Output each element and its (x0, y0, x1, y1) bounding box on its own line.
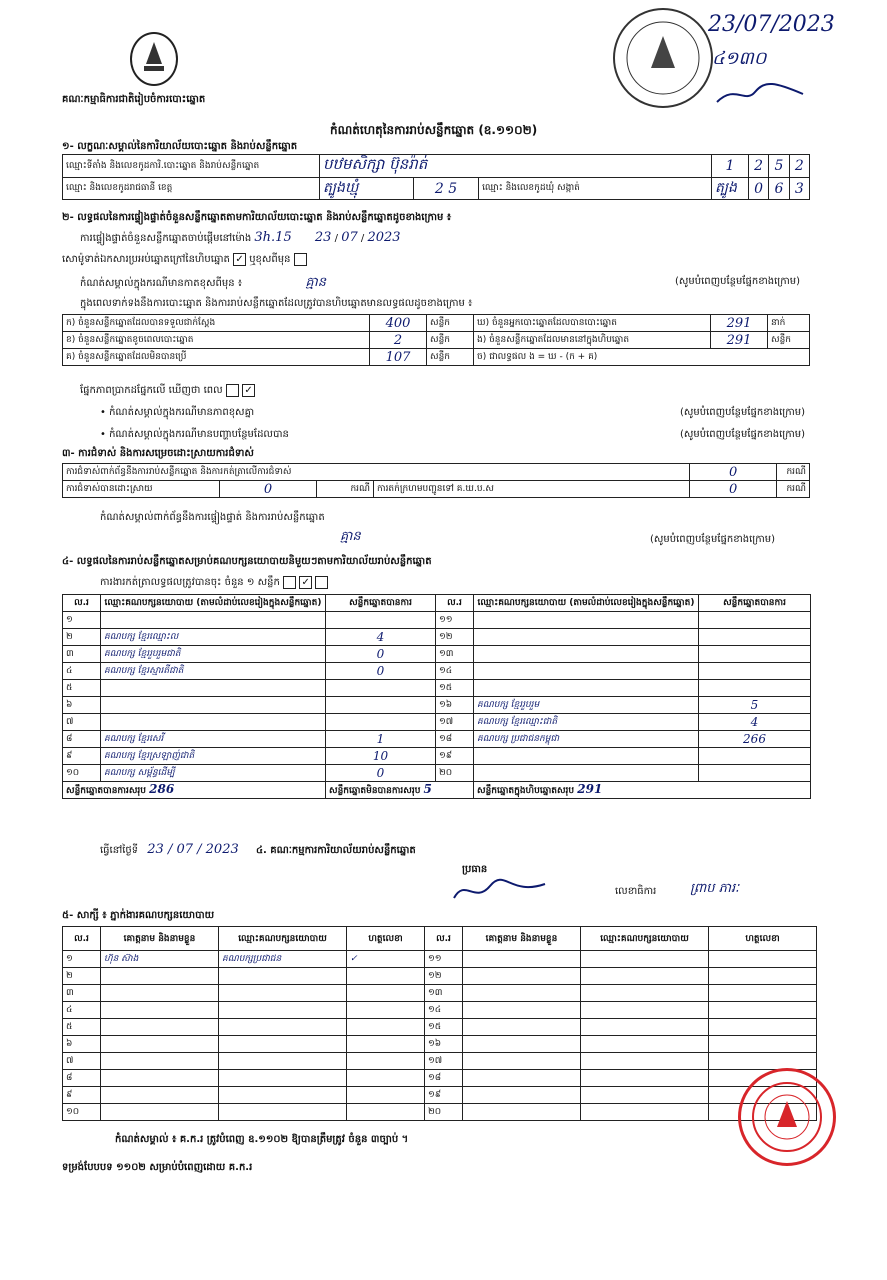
footer-note: កំណត់សម្គាល់ ៖ គ.ក.រ ត្រូវបំពេញ ឧ.១១០២ ឱ្យបានត្រឹមត្រូវ ចំនួន ៣ច្បាប់ ។ (115, 1134, 409, 1145)
commune-label: ឈ្មោះ និងលេខកូដឃុំ សង្កាត់ (479, 178, 712, 200)
table-row: ៧ ១៧ (63, 1053, 817, 1070)
count-table (62, 314, 810, 366)
section1-heading: ១- លក្ខណៈសម្គាល់នៃការិយាល័យបោះឆ្នោត និងរាប់សន្លឹកឆ្នោត (62, 141, 298, 152)
table-row: ១០ គណបក្ស សម្ព័ន្ធដើម្បី 0 ២០ (63, 765, 811, 782)
table-row: ៣ ១៣ (63, 985, 817, 1002)
emblem-icon (130, 32, 178, 86)
location-label: ឈ្មោះទីតាំង និងលេខកូដការិ.បោះឆ្នោត និងរាប់សន្លឹកឆ្នោត (63, 155, 320, 178)
complaint-r3-value: 0 (690, 481, 777, 498)
count-d-value: 291 (711, 315, 768, 332)
seal-ok-checkbox[interactable]: ✓ (233, 253, 246, 266)
commune-code: 3 (789, 178, 809, 200)
table-row: ៥ ១៥ (63, 680, 811, 697)
verify-checkbox-1[interactable] (226, 384, 239, 397)
count-c-label: គ) ចំនួនសន្លឹកឆ្នោតដែលមិនបានប្រើ (63, 349, 370, 366)
table-row: ៦ ១៦ គណបក្ស ខ្មែររួបរួម 5 (63, 697, 811, 714)
count-e-label: ង) ចំនួនសន្លឹកឆ្នោតដែលមាននៅក្នុងហិបឆ្នោត (474, 332, 711, 349)
count-d-unit: នាក់ (768, 315, 810, 332)
count-c-unit: សន្លឹក (427, 349, 474, 366)
red-stamp-icon (738, 1068, 836, 1166)
count-c-value: 107 (370, 349, 427, 366)
totals-row: សន្លឹកឆ្នោតបានការសរុប 286 សន្លឹកឆ្នោតមិនបានការសរុប 5 សន្លឹកឆ្នោតក្នុងហិបឆ្នោតសរុប 291 (63, 782, 811, 799)
sheet-checkbox-1[interactable] (283, 576, 296, 589)
table-row: ១ ហ៊ុន ស៊ាង គណបក្សប្រជាជន ✓ ១១ (63, 951, 817, 968)
official-stamp-icon (613, 8, 713, 108)
complaint-r1-unit: ករណី (777, 464, 810, 481)
verify-checkbox-2[interactable]: ✓ (242, 384, 255, 397)
secretary-signature: ព្រាប ភារៈ (690, 881, 740, 896)
table-row: ៥ ១៥ (63, 1019, 817, 1036)
location-value: បឋមសិក្សា ប៊ុនរ៉ាត់ (320, 155, 712, 178)
count-a-label: ក) ចំនួនសន្លឹកឆ្នោតដែលបានទទួលជាក់ស្តែង (63, 315, 370, 332)
col-no-header: ល.រ (63, 595, 101, 612)
done-date-line: ធ្វើនៅថ្ងៃទី 23 / 07 / 2023 ៤. គណៈកម្មការការិយាល័យរាប់សន្លឹកឆ្នោត (100, 842, 416, 857)
seal-changed-checkbox[interactable] (294, 253, 307, 266)
table-row: ៧ ១៧ គណបក្ស ខ្មែរឈ្មោះជាតិ 4 (63, 714, 811, 731)
table-row: ៨ ១៨ (63, 1070, 817, 1087)
location-code: 2 (789, 155, 809, 178)
count-d-label: ឃ) ចំនួនអ្នកបោះឆ្នោតដែលបានបោះឆ្នោត (474, 315, 711, 332)
section4-heading: ៤- លទ្ធផលនៃការរាប់សន្លឹកឆ្នោតសម្រាប់គណបក្សនយោបាយនិមួយៗតាមការិយាល័យរាប់សន្លឹកឆ្នោត (62, 556, 432, 567)
table-row: ៦ ១៦ (63, 1036, 817, 1053)
province-value: ត្បូងឃ្មុំ (320, 178, 414, 200)
count-b-unit: សន្លឹក (427, 332, 474, 349)
table-row: ១០ ២០ (63, 1104, 817, 1121)
complaint-r2-unit: ករណី (317, 481, 374, 498)
location-code: 5 (769, 155, 789, 178)
intro-line: ក្នុងពេលទាក់ទងនឹងការបោះឆ្នោត និងការរាប់សន្លឹកឆ្នោតដែលត្រូវបានហិបឆ្នោតមានលទ្ធផលដូចខាងក្រោម ៖ (80, 298, 473, 309)
chair-label: ប្រធាន (462, 864, 488, 875)
witness-table: ល.រ គោត្តនាម និងនាមខ្លួន ឈ្មោះគណបក្សនយោបាយ ហត្ថលេខា ល.រ គោត្តនាម និងនាមខ្លួន ឈ្មោះគណបក្សនយោបាយ ហត្ថលេខា ១ ហ៊ុន ស៊ាង គណបក្សប្រជាជន ✓ ១១ ២ ១២ ៣ ១៣ ៤ ១៤ ៥ ១៥ ៦ ១៦ ៧ ១៧ ៨ ១៨ ៩ ១៩ ១០ ២០ (62, 926, 817, 1121)
sheet-checkbox-2[interactable]: ✓ (299, 576, 312, 589)
extra-note: • កំណត់សម្គាល់ក្នុងករណីមានបញ្ហាបន្ថែមដែលបាន (សូមបំពេញបន្ថែមផ្នែកខាងក្រោម) (100, 429, 805, 440)
secretary-label: លេខាធិការ (615, 886, 657, 897)
section5-heading: ៥- សាក្សី ៖ ភ្នាក់ងារគណបក្សនយោបាយ (62, 910, 215, 921)
province-label: ឈ្មោះ និងលេខកូដរាជធានី ខេត្ត (63, 178, 320, 200)
location-code: 1 (712, 155, 749, 178)
complaint-r1-value: 0 (690, 464, 777, 481)
col-votes-header: សន្លឹកឆ្នោតបានការ (699, 595, 811, 612)
commune-code: 6 (769, 178, 789, 200)
complaint-note-value: គ្មាន (340, 529, 361, 544)
commune-code: 0 (748, 178, 768, 200)
province-code: 2 5 (413, 178, 478, 200)
form-title: កំណត់ហេតុនៃការរាប់សន្លឹកឆ្នោត (ឧ.១១០២) (330, 123, 538, 137)
location-code: 2 (748, 155, 768, 178)
complaint-note: កំណត់សម្គាល់ពាក់ព័ន្ធនឹងការផ្ទៀងផ្ទាត់ និងការរាប់សន្លឹកឆ្នោត (100, 512, 325, 523)
verify-line: ផ្នែកភាពប្រាកដផ្នែកលើ ឃើញថា ពេល ✓ (80, 383, 255, 398)
count-b-label: ខ) ចំនួនសន្លឹកឆ្នោតខូចពេលបោះឆ្នោត (63, 332, 370, 349)
table-row: ៨ គណបក្ស ខ្មែរសេរី 1 ១៨ គណបក្ស ប្រជាជនកម្ពុជា 266 (63, 731, 811, 748)
note-line: កំណត់សម្គាល់ក្នុងករណីមានកាតខុសពីមុន ៖ គ្មាន (សូមបំពេញបន្ថែមផ្នែកខាងក្រោម) (80, 275, 800, 290)
stamp-ref: ៤១៣០ (712, 48, 767, 69)
commune-value: ត្បូង (712, 178, 749, 200)
complaint-r2-value: 0 (220, 481, 317, 498)
table-row: ៩ ១៩ (63, 1087, 817, 1104)
count-e-unit: សន្លឹក (768, 332, 810, 349)
count-f-label: ច) ជាលទ្ធផល ង = ឃ - (ក + គ) (474, 349, 810, 366)
count-b-value: 2 (370, 332, 427, 349)
table-row: ៤ ១៤ (63, 1002, 817, 1019)
stamp-signature-icon (715, 80, 805, 108)
form-id: ទម្រង់បែបបទ ១១០២ សម្រាប់បំពេញដោយ គ.ក.រ (62, 1162, 253, 1173)
time-line: ការផ្ទៀងផ្ទាត់ចំនួនសន្លឹកឆ្នោតចាប់ផ្តើមនៅម៉ោង 3h.15 23 / 07 / 2023 (80, 230, 401, 245)
table-row: ៩ គណបក្ស ខ្មែរស្រឡាញ់ជាតិ 10 ១៩ (63, 748, 811, 765)
table-row: ៣ គណបក្ស ខ្មែររួបរួមជាតិ 0 ១៣ (63, 646, 811, 663)
results-table (62, 594, 811, 799)
stamp-date: 23/07/2023 (708, 12, 835, 37)
committee-name: គណៈកម្មាធិការជាតិរៀបចំការបោះឆ្នោត (62, 94, 206, 105)
sheet-checkbox-3[interactable] (315, 576, 328, 589)
seal-line: សោម៉ូទាត់ឯកសារប្រអប់ឆ្នោតក្រៅនៃហិបឆ្នោត ✓ ឬខុសពីមុន (62, 252, 307, 267)
complaint-r3-label: ការតក់ក្រហមបញ្ជូនទៅ គ.ឃ.ប.ស (374, 481, 690, 498)
table-row: ៤ គណបក្ស ខ្មែរស្មារតីជាតិ 0 ១៤ (63, 663, 811, 680)
complaint-r1-label: ការជំទាស់ពាក់ព័ន្ធនឹងការរាប់សន្លឹកឆ្នោត និងការកត់ត្រាលើការជំទាស់ (63, 464, 690, 481)
col-party-header: ឈ្មោះគណបក្សនយោបាយ (តាមលំដាប់លេខរៀងក្នុងសន្លឹកឆ្នោត) (101, 595, 326, 612)
col-no-header: ល.រ (436, 595, 474, 612)
section4-sub: ការងារកត់ត្រាលទ្ធផលត្រូវបានចុះ ចំនួន ១ សន្លឹក ✓ (100, 575, 328, 590)
diff-note: • កំណត់សម្គាល់ក្នុងករណីមានភាពខុសគ្នា (សូមបំពេញបន្ថែមផ្នែកខាងក្រោម) (100, 407, 805, 418)
col-party-header: ឈ្មោះគណបក្សនយោបាយ (តាមលំដាប់លេខរៀងក្នុងសន្លឹកឆ្នោត) (474, 595, 699, 612)
complaint-r2-label: ការជំទាស់បានដោះស្រាយ (63, 481, 220, 498)
col-votes-header: សន្លឹកឆ្នោតបានការ (326, 595, 436, 612)
table-row: ១ ១១ (63, 612, 811, 629)
section3-heading: ៣- ការជំទាស់ និងការសម្រេចដោះស្រាយការជំទាស់ (62, 448, 254, 459)
location-table (62, 154, 810, 200)
table-row: ២ គណបក្ស ខ្មែរឈ្មោះល 4 ១២ (63, 629, 811, 646)
count-e-value: 291 (711, 332, 768, 349)
complaint-table (62, 463, 810, 498)
count-a-unit: សន្លឹក (427, 315, 474, 332)
complaint-r3-unit: ករណី (777, 481, 810, 498)
table-row: ២ ១២ (63, 968, 817, 985)
section2-heading: ២- លទ្ធផលនៃការផ្ទៀងផ្ទាត់ចំនួនសន្លឹកឆ្នោតតាមការិយាល័យបោះឆ្នោត និងរាប់សន្លឹកឆ្នោតដូចខាងក្រោម ៖ (62, 212, 452, 223)
complaint-hint: (សូមបំពេញបន្ថែមផ្នែកខាងក្រោម) (650, 534, 776, 545)
chair-signature-icon (450, 876, 550, 906)
count-a-value: 400 (370, 315, 427, 332)
